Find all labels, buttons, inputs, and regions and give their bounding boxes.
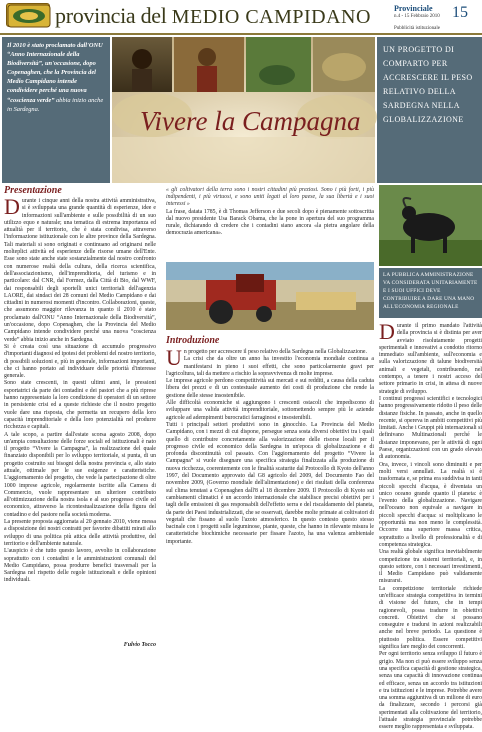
- sidebar-left-text: [7, 41, 105, 114]
- issue-brand: Provinciale: [394, 4, 433, 13]
- masthead-title-lower: provincia del: [55, 3, 172, 28]
- sidebar-right-box: [377, 37, 482, 183]
- presentazione-paragraph: La presente proposta aggiornata al 20 gennaio 2010, viene messa a disposizione dei nostri contratti per favorire dibattiti mirati allo sviluppo di una politica più attica delle attività produttive, del territorio e dell'ambiente naturale.: [4, 519, 156, 547]
- col3-paragraph: Una realtà globale significa inevitabilmente competizione tra sistemi territoriali, e, in questo settore, con i necessari investimenti, il Medio Campidano può validamente misurarsi.: [379, 549, 482, 585]
- col3-paragraph: [379, 319, 482, 396]
- quote-text: « gli coltivatori della terra sono i nostri cittadini più preziosi. Sono i più forti, i più indipendenti, i più virtuosi, e sono uniti legati al loro paese, la sua libertà e i suoi interessi »: [166, 187, 374, 208]
- sidebar-left-text-start: Il 2010 è stato proclamato dall'ONU “Anno Internazionale della Biodiversità”, un'occasione, dopo Copenaghen, che la Provincia del Medio Campidano intende condividere perché una nuova: [7, 42, 103, 95]
- sidebar-left-text-bold: “coscienza verde”: [7, 96, 55, 104]
- presentazione-title: Presentazione: [4, 185, 62, 196]
- presentazione-column: [4, 194, 156, 638]
- introduzione-paragraph: Le imprese agricole perdono competitività sui mercati e sui redditi, a causa della caduta libera dei prezzi e di un contestuale aumento dei costi di produzione che rende la gestione delle stesse insostenibile.: [166, 378, 374, 399]
- presentazione-paragraph: Sono state crescenti, in questi ultimi anni, le pressioni esportatrici da parte dei contadini e dei pastori che a più riprese hanno rappresentato la loro condizione di operatori di un settore in persistente crisi ed a queste richieste che il nostro progetto vuole dare una risposta, che permetta un recupero della loro capacità imprenditoriale e della loro potenzialità nel produrre ricchezza e capitali.: [4, 380, 156, 431]
- sidebar-left-text-end: abbia inizio anche in Sardegna.: [7, 96, 104, 113]
- tractor-photo: [166, 262, 374, 330]
- sidebar-right-text: UN PROGETTO DI COMPARTO PER ACCRESCERE IL PESO RELATIVO DELLA SARDEGNA NELLA GLOBALIZZAZIONE: [383, 45, 473, 124]
- col3-paragraph: Ora, invece, i vincoli sono diminuiti e per molti versi annullati. La realtà si è trasformata e, se prima era suddivisa in tanti piccoli specchi d'acqua, è diventata un unico oceano grande quanto il pianeta: è l'evento della globalizzazione. Navigare nell'oceano non equivale a navigare in piccoli specchi d'acqua: si moltiplicano le opportunità ma non meno le complessità. Occorre una superiore massa critica, soprattutto a livello di professionalità e di competenza strategica.: [379, 461, 482, 548]
- col3-paragraph: Per ogni territorio senza sviluppo il futuro è grigio. Ma non ci può essere sviluppo senza una specifica capacità di gestione strategica, senza una capacità di innovazione continua ed efficace, senza un accordo tra istituzioni e tra istituzioni e le imprese. Potrebbe avere una somma aggiuntiva di un milione di euro da finalizzare, secondo i percorsi già sperimentati alla coltivazione del territorio, l'attuale strategia provinciale potrebbe essere meglio rappresentata e sviluppata.: [379, 651, 482, 731]
- masthead-title: [55, 3, 371, 29]
- presentazione-dropcap: D: [4, 194, 20, 219]
- introduzione-dropcap: U: [166, 345, 182, 370]
- col3-paragraph: La competizione territoriale richiede un'efficace strategia competitiva in termini di visione del futuro, che in tempi ragionevoli, possa tradurre in obiettivi concreti. Obiettivi che si possano conseguire e tradursi in azioni realizzabili anche nel breve periodo. La questione è piuttosto politica. Essere competitivi significa fare meglio dei concorrenti.: [379, 585, 482, 651]
- masthead-rule: [0, 33, 482, 35]
- masthead: [0, 0, 482, 34]
- col3-paragraph: I continui progressi scientifici e tecnologici hanno progressivamente ridotto il peso delle distanze fisiche. In passato, anche in quello recente, si opereva in ambiti competitivi più limitati. Anche i Gruppi più internazionali si definivano Multinazionali perché le distanze imponevano, per le attività di ogni Paese, organizzazioni con un grado elevato di autonomia.: [379, 395, 482, 461]
- presentazione-signature: Fulvio Tocco: [123, 642, 156, 648]
- introduzione-paragraph-text: n progetto per accrescere il peso relativo della Sardegna nella Globalizzazione.: [183, 349, 367, 355]
- feature-title: Vivere la Campagna: [140, 106, 361, 136]
- caption-text: LA PUBBLICA AMMINISTRAZIONE VA CONSIDERATA UNITARIAMENTE E I SUOI UFFICI DEVE CONTRIBUIRE A DARE UNA MANO ALL'ECONOMIA REGIONALE: [383, 272, 478, 310]
- province-logo: [6, 3, 50, 27]
- caption-box: [379, 268, 482, 318]
- presentazione-paragraph: Si è creata così una situazione di accumulo progressivo d'importanti diagnosi ed ipotesi dei problemi del nostro territorio, di possibili soluzioni e, più in generale, informazioni importanti, che ci hanno portato ad individuare delle priorità d'interesse generale.: [4, 343, 156, 380]
- issue-number: n.4 - 15 Febbraio 2010: [394, 14, 440, 19]
- presentazione-paragraph: L'auspicio è che tutto questo lavoro, avvolto in collaborazione soprattutto con i contadini e le amministrazioni comunali del Medio Campidano, possa produrre benefici trasversali per la Sardegna nel rispetto delle regole istituzionali e delle opinioni individuali.: [4, 548, 156, 584]
- presentazione-paragraph: [4, 194, 156, 344]
- quote-body: La frase, datata 1785, è di Thomas Jefferson e due secoli dopo è pienamente sottoscritta dal nuovo presidente Usa Barack Obama, che la pone in apertura del suo programma rurale, dichiarando di credere che i contadini siano ancora «la pietra angolare della democrazia americana».: [166, 208, 374, 237]
- issue-info: [394, 4, 482, 34]
- presentazione-paragraph-text: urante i cinque anni della nostra attività amministrativa, si è sviluppata una grande quantità di esperienze, idee e informazioni sull'ambiente e sulle possibilità di un suo utilizzo equo e naturale; una tematica di estrema importanza ed attualità per il territorio, che è stata condivisa, attraverso l'informazione istituzionale con le altre province della Sardegna. Tali materiali si sono originati e continuano ad originarsi nelle molteplici attività ed esperienze delle risorse umane dell'Ente. Esse sono state anche state sostanzialmente dal nostro confronto con numerose realtà della cultura, della ricerca scientifica, dell'associazionismo, dell'imprenditoria, del turismo e in particolare: dal CNR, dal Formez, dalla Città di Bio, dal WWF, dai responsabili degli sportelli unici territoriali dell'agenzia LAORE, dai sindaci dei 28 comuni del Medio Campidano e dai cittadini in numerosi momenti d'incontro. Collaborazioni, queste, che assumono maggior rilevanza in quanto il 2010 è stato proclamato dall'ONU “Anno Internazionale della Biodiversità”, un'occasione, dopo Copenaghen, che la Provincia del Medio Campidano intende condividere perché una nuova “coscienza verde” abbia inizio anche in Sardegna.: [4, 198, 156, 343]
- col3-column: [379, 319, 482, 731]
- introduzione-column: [166, 345, 374, 651]
- introduzione-paragraph: La crisi che da oltre un anno ha investito l'economia mondiale continua a manifestarsi in pieno i suoi effetti, che sono particolarmente gravi per l'agricoltura, tali da mettere a rischio la sopravvivenza di molte imprese.: [166, 356, 374, 377]
- goat-photo: [379, 185, 482, 266]
- introduzione-title: Introduzione: [166, 335, 220, 346]
- issue-tag: Pubblicità istituzionale: [394, 26, 440, 31]
- masthead-title-caps: MEDIO CAMPIDANO: [171, 6, 371, 28]
- introduzione-paragraph: Tutti i principali settori produttivi sono in ginocchio. La Provincia del Medio Campidano, con i mezzi di cui dispone, persegue senza sosta diversi obiettivi tra i quali quello di contribuire concretamente alla valorizzazione delle risorse locali per il progresso civile ed economico della Sardegna in un'epoca di globalizzazione e di profonda discontinuità col passato. Con l'aggiornamento del progetto “Vivere la Campagna” si vuole disegnare una specifica strategia finalizzata alla produzione di nuova ricchezza, coerentemente con le finalità scaturite dal Protocollo di Kyoto dell'anno 1997, del Documento approvato dal G8 agricolo del 2009, del Documento Fao del novembre 2009, (Governo mondiale dell'alimentazione) e dei risultati della conferenza sul clima tenutasi a Copenaghen dall'8 al 18 dicembre 2009. Il Protocollo di Kyoto sui cambiamenti climatici è un accordo internazionale che stabilisce precisi obiettivi per i tagli delle emissioni di gas responsabili dell'effetto serra e del riscaldamento del pianeta, da parte dei Paesi industrializzati, che se osservati, darebbe molte primate ai coltivatori di vegetali che fissano al suolo l'azoto atmosferico. In questo contesto questo stesso bacinale con i progetti sulle leguminose, piante, queste, che hanno in rilevante misura le caratteristiche biochimiche necessarie per fissare l'azoto, ha una valenza ambientale importante.: [166, 421, 374, 545]
- introduzione-paragraph: Alle difficoltà economiche si aggiungono i crescenti ostacoli che impediscono di sviluppare una valida attività imprenditoriale, sottomettendo sempre più le aziende agricole ad adempimenti burocratici farraginosi e insostenibili.: [166, 400, 374, 421]
- col3-dropcap: D: [379, 319, 395, 344]
- page-number: 15: [452, 4, 468, 21]
- sidebar-left-box: [2, 37, 110, 183]
- presentazione-paragraph: A tale scopo, a partire dall'estate scorsa agosto 2008, dopo un'ampia consultazione delle forze sociali ed istituzionali è nato il progetto “Vivere la Campagna”, la realizzazione del quale finanziato disponibili per lo sviluppo territoriale, si punta, di un progetto costruito sui bisogni della nostra provincia e, allo stato attuale, ottimale per le sue esigenze e caratteristiche. L'aggiornamento del progetto, che vede la partecipazione di oltre 1000 imprese agricole, regolarmente iscritte alla Camera di Commercio, vuole rappresentare un ulteriore contributo all'ottimizzazione della nostra isola e al suo progresso civile ed economico, attraverso la ricontestualizzazione della figura del contadino e del pastore nella società moderna.: [4, 431, 156, 518]
- col3-paragraph-text: urante il primo mandato l'attività della provincia si è distinta per aver avviato risolutamente progetti sperimentali e innovativi a condotto ritorno immediato sull'ambiente, sull'economia e sulla valorizzazione di talune biodiversità animali e vegetali, contribuendo, nel contempo, a tenere i nostri acceso del settore primario in crisi, in attesa di nuove strategie di sviluppo.: [379, 323, 482, 395]
